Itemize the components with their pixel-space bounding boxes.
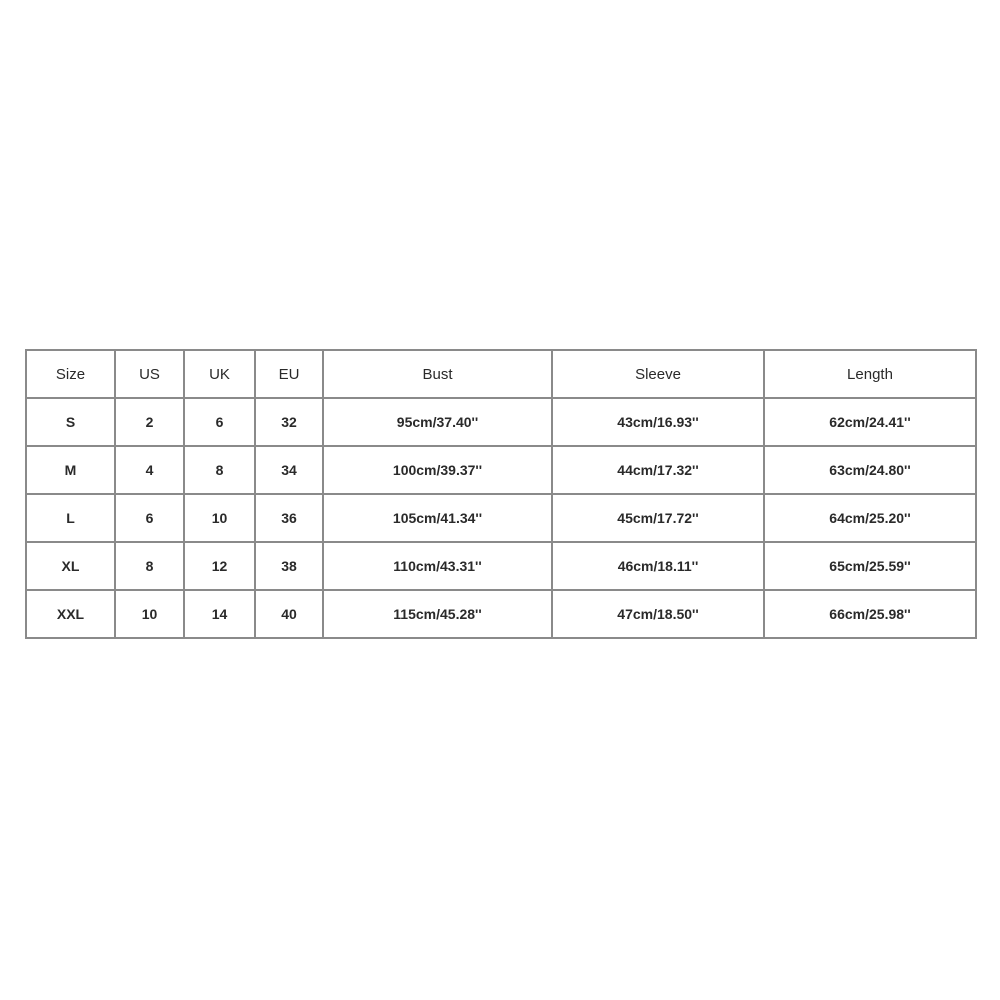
header-us: US (115, 350, 184, 398)
cell-length: 63cm/24.80'' (764, 446, 976, 494)
size-chart-table (25, 349, 977, 639)
cell-bust: 105cm/41.34'' (323, 494, 552, 542)
cell-sleeve: 44cm/17.32'' (552, 446, 764, 494)
cell-eu: 38 (255, 542, 323, 590)
header-bust: Bust (323, 350, 552, 398)
cell-size: L (26, 494, 115, 542)
cell-length: 65cm/25.59'' (764, 542, 976, 590)
cell-us: 10 (115, 590, 184, 638)
table-row (26, 542, 976, 590)
cell-us: 4 (115, 446, 184, 494)
cell-size: XL (26, 542, 115, 590)
cell-us: 8 (115, 542, 184, 590)
cell-uk: 6 (184, 398, 255, 446)
header-size: Size (26, 350, 115, 398)
cell-size: S (26, 398, 115, 446)
cell-sleeve: 46cm/18.11'' (552, 542, 764, 590)
cell-us: 2 (115, 398, 184, 446)
cell-length: 62cm/24.41'' (764, 398, 976, 446)
cell-length: 64cm/25.20'' (764, 494, 976, 542)
cell-bust: 95cm/37.40'' (323, 398, 552, 446)
cell-sleeve: 47cm/18.50'' (552, 590, 764, 638)
table-row (26, 494, 976, 542)
cell-uk: 14 (184, 590, 255, 638)
table-row (26, 590, 976, 638)
cell-us: 6 (115, 494, 184, 542)
header-eu: EU (255, 350, 323, 398)
cell-size: M (26, 446, 115, 494)
cell-bust: 110cm/43.31'' (323, 542, 552, 590)
cell-bust: 115cm/45.28'' (323, 590, 552, 638)
cell-length: 66cm/25.98'' (764, 590, 976, 638)
cell-eu: 34 (255, 446, 323, 494)
table-header-row (26, 350, 976, 398)
cell-uk: 12 (184, 542, 255, 590)
cell-size: XXL (26, 590, 115, 638)
header-sleeve: Sleeve (552, 350, 764, 398)
table-row (26, 398, 976, 446)
cell-uk: 8 (184, 446, 255, 494)
cell-sleeve: 43cm/16.93'' (552, 398, 764, 446)
header-uk: UK (184, 350, 255, 398)
table-row (26, 446, 976, 494)
cell-eu: 32 (255, 398, 323, 446)
header-length: Length (764, 350, 976, 398)
cell-eu: 40 (255, 590, 323, 638)
cell-bust: 100cm/39.37'' (323, 446, 552, 494)
cell-eu: 36 (255, 494, 323, 542)
cell-sleeve: 45cm/17.72'' (552, 494, 764, 542)
cell-uk: 10 (184, 494, 255, 542)
